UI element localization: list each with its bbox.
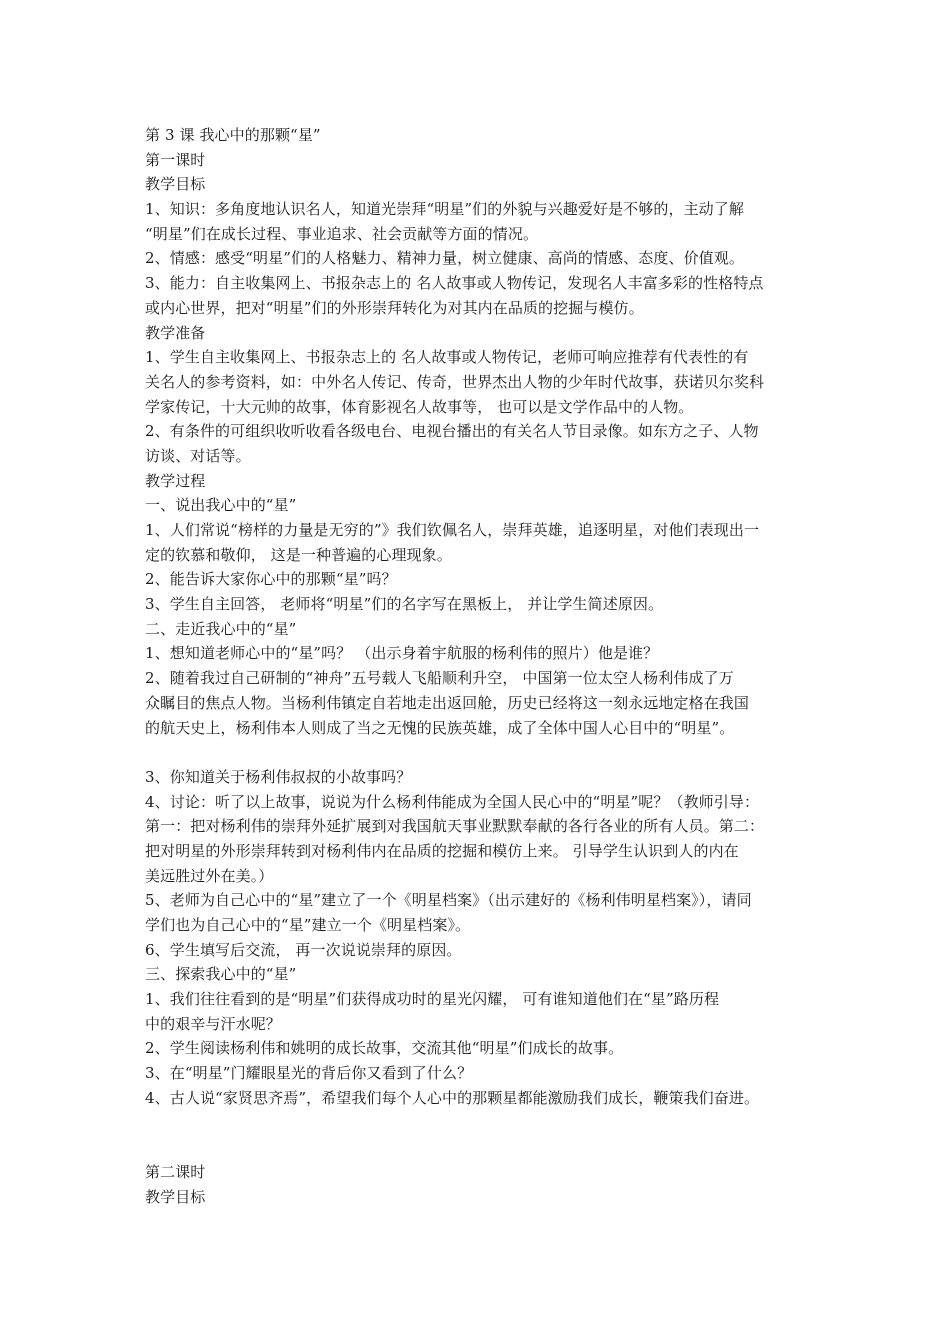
part2-line: 5、老师为自己心中的“星”建立了一个《明星档案》（出示建好的《杨利伟明星档案》），请同 [145,891,752,910]
goal-line: “明星”们在成长过程、事业追求、社会贡献等方面的情况。 [145,224,539,243]
goal-line: 2、情感：感受“明星”们的人格魅力、精神力量，树立健康、高尚的情感、态度、价值观。 [145,249,744,268]
part3-line: 1、我们往往看到的是“明星”们获得成功时的星光闪耀， 可有谁知道他们在“星”路历程 [145,990,720,1009]
part1-line: 1、人们常说“榜样的力量是无穷的”》我们钦佩名人，崇拜英雄，追逐明星，对他们表现出一 [145,521,760,539]
part2-line: 的航天史上，杨利伟本人则成了当之无愧的民族英雄，成了全体中国人心目中的“明星”。 [145,718,735,737]
part1-line: 3、学生自主回答， 老师将“明星”们的名字写在黑板上， 并让学生简述原因。 [145,595,664,614]
goals-heading: 教学目标 [145,175,206,194]
part1-line: 2、能告诉大家你心中的那颗“星”吗？ [145,570,397,589]
session-heading: 第一课时 [145,150,206,169]
part3-line: 三、探索我心中的“星” [145,965,297,984]
part2-line: 1、想知道老师心中的“星”吗？ （出示身着宇航服的杨利伟的照片）他是谁？ [145,644,659,663]
part1-line: 定的钦慕和敬仰， 这是一种普遍的心理现象。 [145,545,452,564]
part1-line: 一、说出我心中的“星” [145,496,297,515]
process-heading: 教学过程 [145,471,206,490]
part2-line: 学们也为自己心中的“星”建立一个《明星档案》。 [145,916,471,934]
prep-line: 学家传记，十大元帅的故事，体育影视名人故事等， 也可以是文学作品中的人物。 [145,397,694,416]
part2-line: 二、走近我心中的“星” [145,619,297,638]
prep-line: 访谈、对话等。 [145,446,251,465]
blank-line [145,1111,825,1160]
document-body [145,123,825,1209]
part3-line: 3、在“明星”门耀眼星光的背后你又看到了什么？ [145,1064,473,1083]
prep-line: 1、学生自主收集网上、书报杂志上的 名人故事或人物传记，老师可响应推荐有代表性的有 [145,348,749,367]
lesson-title: 第 3 课 我心中的那颗“星” [145,126,321,144]
part2-line: 6、学生填写后交流， 再一次说说崇拜的原因。 [145,940,462,959]
prep-line: 2、有条件的可组织收听收看各级电台、电视台播出的有关名人节目录像。如东方之子、人物 [145,422,759,441]
goals-heading-2: 教学目标 [145,1187,206,1206]
blank-line [145,740,825,765]
goal-line: 或内心世界，把对“明星”们的外形崇拜转化为对其内在品质的挖掘与模仿。 [145,298,644,317]
part2-line: 第一：把对杨利伟的崇拜外延扩展到对我国航天事业默默奉献的各行各业的所有人员。第二： [145,817,765,836]
part2-line: 2、随着我过自己研制的“神舟”五号载人飞船顺利升空， 中国第一位太空人杨利伟成了万 [145,669,734,688]
part2-line: 3、你知道关于杨利伟叔叔的小故事吗？ [145,767,412,786]
session-heading-2: 第二课时 [145,1162,206,1181]
prep-line: 关名人的参考资料，如：中外名人传记、传奇，世界杰出人物的少年时代故事，获诺贝尔奖科 [145,372,765,391]
part3-line: 2、学生阅读杨利伟和姚明的成长故事，交流其他“明星”们成长的故事。 [145,1039,624,1058]
part2-line: 4、讨论：听了以上故事，说说为什么杨利伟能成为全国人民心中的“明星”呢？（教师引导： [145,792,760,811]
part2-line: 众瞩目的焦点人物。当杨利伟镇定自若地走出返回舱，历史已经将这一刻永远地定格在我国 [145,693,750,712]
goal-line: 1、知识：多角度地认识名人，知道光崇拜“明星”们的外貌与兴趣爱好是不够的，主动了解 [145,200,744,219]
part3-line: 中的艰辛与汗水呢？ [145,1014,281,1033]
part2-line: 美远胜过外在美。） [145,866,274,885]
part3-line: 4、古人说“家贤思齐焉”，希望我们每个人心中的那颗星都能激励我们成长，鞭策我们奋进。 [145,1088,760,1107]
prep-heading: 教学准备 [145,323,206,342]
part2-line: 把对明星的外形崇拜转到对杨利伟内在品质的挖掘和模仿上来。 引导学生认识到人的内在 [145,841,739,860]
goal-line: 3、能力：自主收集网上、书报杂志上的 名人故事或人物传记，发现名人丰富多彩的性格特点 [145,274,764,293]
